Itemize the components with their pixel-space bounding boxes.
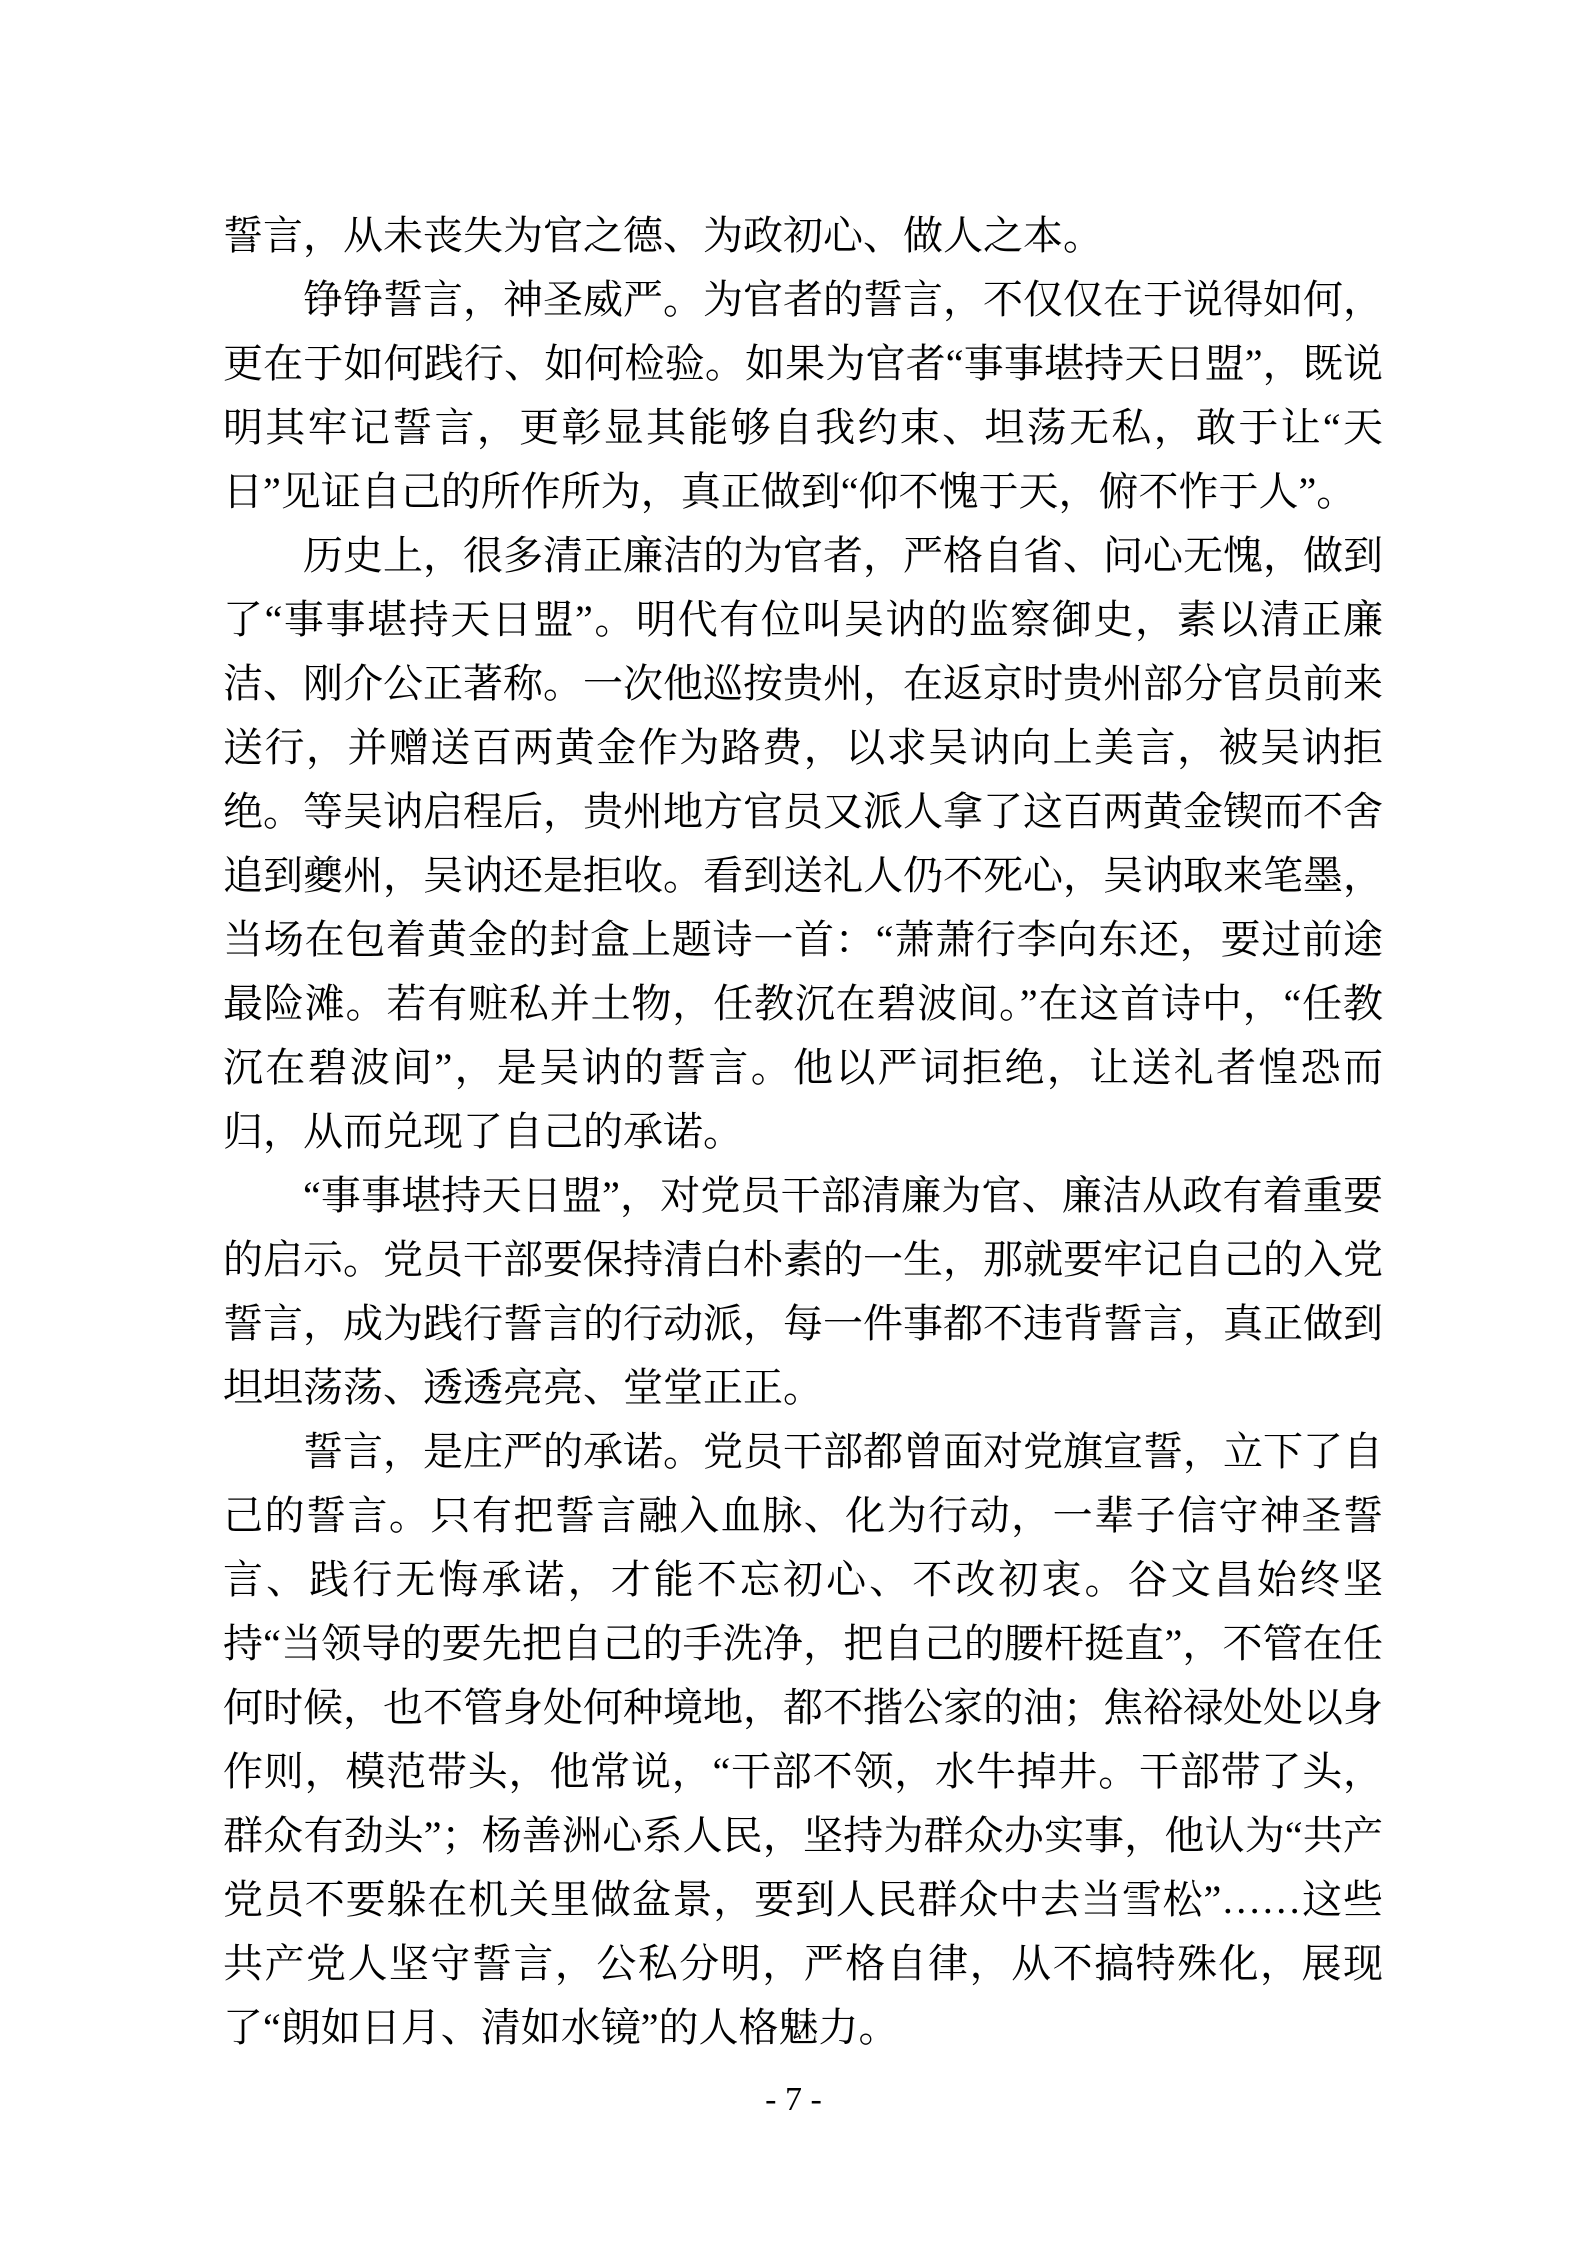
document-body: [223, 204, 1383, 2060]
paragraph-4: “事事堪持天日盟”，对党员干部清廉为官、廉洁从政有着重要的启示。党员干部要保持清白朴素的一生，那就要牢记自己的入党誓言，成为践行誓言的行动派，每一件事都不违背誓言，真正做到坦坦荡荡、透透亮亮、堂堂正正。: [223, 1173, 1383, 1410]
paragraph-1: 誓言，从未丧失为官之德、为政初心、做人之本。: [223, 213, 1103, 258]
paragraph-2: 铮铮誓言，神圣威严。为官者的誓言，不仅仅在于说得如何，更在于如何践行、如何检验。如果为官者“事事堪持天日盟”，既说明其牢记誓言，更彰显其能够自我约束、坦荡无私，敢于让“天日”见证自己的所作所为，真正做到“仰不愧于天，俯不怍于人”。: [223, 277, 1383, 514]
paragraph-3: 历史上，很多清正廉洁的为官者，严格自省、问心无愧，做到了“事事堪持天日盟”。明代有位叫吴讷的监察御史，素以清正廉洁、刚介公正著称。一次他巡按贵州，在返京时贵州部分官员前来送行，并赠送百两黄金作为路费，以求吴讷向上美言，被吴讷拒绝。等吴讷启程后，贵州地方官员又派人拿了这百两黄金锲而不舍追到夔州，吴讷还是拒收。看到送礼人仍不死心，吴讷取来笔墨，当场在包着黄金的封盒上题诗一首：“萧萧行李向东还，要过前途最险滩。若有赃私并土物，任教沉在碧波间。”在这首诗中，“任教沉在碧波间”，是吴讷的誓言。他以严词拒绝，让送礼者惶恐而归，从而兑现了自己的承诺。: [223, 533, 1383, 1154]
paragraph-5: 誓言，是庄严的承诺。党员干部都曾面对党旗宣誓，立下了自己的誓言。只有把誓言融入血脉、化为行动，一辈子信守神圣誓言、践行无悔承诺，才能不忘初心、不改初衷。谷文昌始终坚持“当领导的要先把自己的手洗净，把自己的腰杆挺直”，不管在任何时候，也不管身处何种境地，都不揩公家的油；焦裕禄处处以身作则，模范带头，他常说，“干部不领，水牛掉井。干部带了头，群众有劲头”；杨善洲心系人民，坚持为群众办实事，他认为“共产党员不要躲在机关里做盆景，要到人民群众中去当雪松”……这些共产党人坚守誓言，公私分明，严格自律，从不搞特殊化，展现了“朗如日月、清如水镜”的人格魅力。: [223, 1429, 1383, 2050]
page-number: - 7 -: [765, 2081, 822, 2118]
